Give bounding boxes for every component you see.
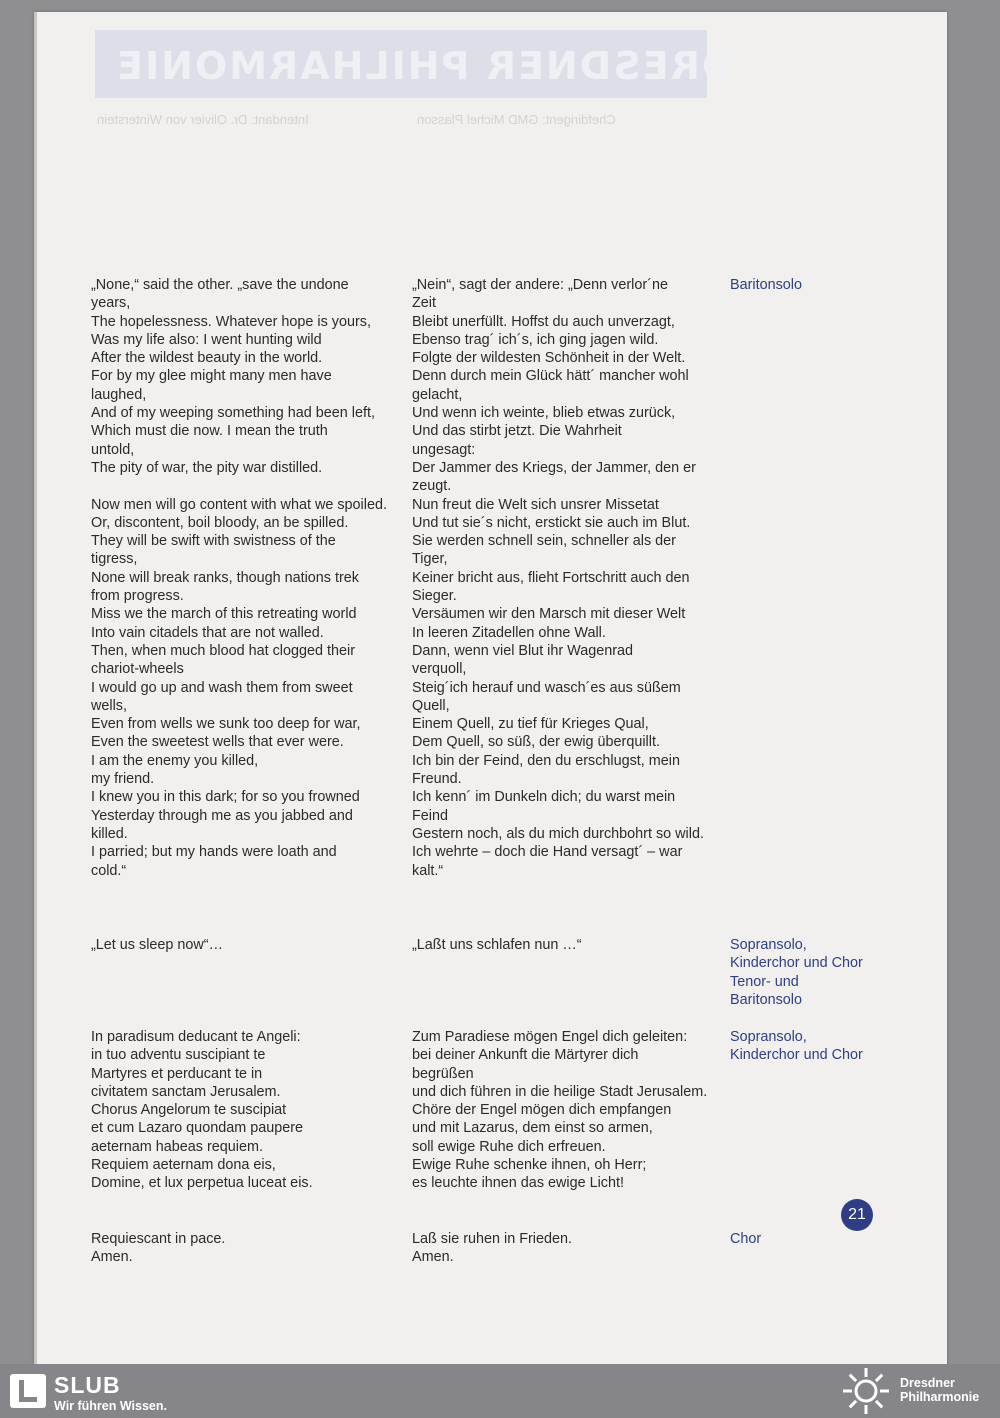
latin-text-line: Requiem aeternam dona eis, [91,1157,276,1174]
german-text-line: Dann, wenn viel Blut ihr Wagenrad [412,642,634,659]
german-text-line: Dem Quell, so süß, der ewig überquillt. [412,734,660,751]
english-text-line: I knew you in this dark; for so you frowned [91,789,360,806]
german-text-line: Und das stirbt jetzt. Die Wahrheit [412,423,622,440]
german-text-line: In leeren Zitadellen ohne Wall. [412,624,606,641]
slub-brand-name[interactable]: SLUB [54,1372,121,1398]
english-text-line: The hopelessness. Whatever hope is yours, [91,313,371,330]
english-text-line: After the wildest beauty in the world. [91,350,323,367]
voice-label-section-2: Sopransolo, Kinderchor und Chor Tenor- und Baritonsolo [730,937,863,1008]
bleed-through-text: DRESDNER PHILHARMONIE [115,44,734,88]
german-text-line: Steig´ich herauf und wasch´es aus süßem [412,679,681,696]
english-text-line: Which must die now. I mean the truth [91,423,328,440]
english-text-line: Or, discontent, boil bloody, an be spilled. [91,514,349,531]
german-text-line: soll ewige Ruhe dich erfreuen. [412,1138,606,1155]
english-text-line: I would go up and wash them from sweet [91,679,353,696]
german-text-line: Freund. [412,771,462,788]
english-text-line: wells, [91,697,127,714]
document-page [34,12,947,1364]
dresdner-philharmonie-brand[interactable]: Dresdner Philharmonie [900,1376,980,1404]
german-text-line: es leuchte ihnen das ewige Licht! [412,1175,625,1192]
english-text-line: years, [91,295,131,312]
english-text-line: They will be swift with swistness of the [91,533,336,550]
german-text-line: Nun freut die Welt sich unsrer Missetat [412,496,659,513]
english-text-line: Into vain citadels that are not walled. [91,624,324,641]
english-text-line: None will break ranks, though nations trek [91,569,359,586]
english-text-line: killed. [91,825,128,842]
latin-text-line: Domine, et lux perpetua luceat eis. [91,1175,313,1192]
english-text-line: Then, when much blood hat clogged their [91,642,355,659]
german-text-line: kalt.“ [412,862,444,879]
german-text-line: Chöre der Engel mögen dich empfangen [412,1102,672,1119]
german-text-line: „Nein“, sagt der andere: „Denn verlor´ne [412,277,668,293]
english-text-line: Miss we the march of this retreating world [91,606,357,623]
english-text-line: For by my glee might many men have [91,368,332,385]
english-text-line: chariot-wheels [91,661,184,678]
german-text-line: Feind [412,807,448,824]
german-text-line: Einem Quell, zu tief für Krieges Qual, [412,716,649,733]
german-text-line: Zum Paradiese mögen Engel dich geleiten: [412,1029,688,1045]
german-text-section-2: „Laßt uns schlafen nun …“ [412,937,582,953]
german-text-line: Gestern noch, als du mich durchbohrt so wild. [412,825,704,842]
german-text-line: Ich bin der Feind, den du erschlugst, mein [412,752,680,769]
english-text-column [91,276,391,880]
latin-text-line: in tuo adventu suscipiant te [91,1047,266,1064]
latin-text-section-3 [91,1028,391,1193]
german-text-line: Und tut sie´s nicht, erstickt sie auch im Blut. [412,514,691,531]
english-text-line: Even the sweetest wells that ever were. [91,734,344,751]
latin-text-line: aeternam habeas requiem. [91,1138,263,1155]
german-text-line: Denn durch mein Glück hätt´ mancher wohl [412,368,689,385]
english-text-line: cold.“ [91,862,127,879]
latin-text-line: civitatem sanctam Jerusalem. [91,1083,281,1100]
german-text-line: Sieger. [412,588,457,605]
slub-logo-icon[interactable] [10,1374,46,1408]
german-text-line: Sie werden schnell sein, schneller als der [412,533,676,550]
german-text-line: Zeit [412,295,436,312]
latin-text-line: Chorus Angelorum te suscipiat [91,1102,287,1119]
german-text-line: Ich wehrte – doch die Hand versagt´ – war [412,844,683,861]
english-text-line: Even from wells we sunk too deep for war, [91,716,361,733]
bleed-through-text: Intendant: Dr. Olivier von Winterstein [97,112,309,127]
english-text-line: And of my weeping something had been left, [91,405,375,422]
german-text-line: verquoll, [412,661,467,678]
german-text-line: Tiger, [412,551,448,568]
german-text-line: Quell, [412,697,450,714]
german-text-line: Ebenso trag´ ich´s, ich ging jagen wild. [412,331,659,348]
latin-text-section-4: Requiescant in pace. Amen. [91,1231,226,1266]
latin-text-line: In paradisum deducant te Angeli: [91,1029,301,1045]
voice-label-section-3: Sopransolo, Kinderchor und Chor [730,1029,863,1064]
latin-text-line: Martyres et perducant te in [91,1065,263,1082]
german-text-line: Versäumen wir den Marsch mit dieser Welt [412,606,686,623]
german-text-line: ungesagt: [412,441,476,458]
german-text-section-3 [412,1028,712,1193]
german-text-line: Ich kenn´ im Dunkeln dich; du warst mein [412,789,676,806]
english-text-line: Now men will go content with what we spoiled. [91,496,387,513]
english-text-line: my friend. [91,771,155,788]
english-text-line: Yesterday through me as you jabbed and [91,807,353,824]
german-text-line: und dich führen in die heilige Stadt Jerusalem. [412,1083,708,1100]
german-text-line: bei deiner Ankunft die Märtyrer dich [412,1047,639,1064]
english-text-line: Was my life also: I went hunting wild [91,331,322,348]
german-text-line: Folgte der wildesten Schönheit in der Welt. [412,350,686,367]
latin-text-line: et cum Lazaro quondam paupere [91,1120,304,1137]
english-text-line: I parried; but my hands were loath and [91,844,337,861]
german-text-column [412,276,712,880]
german-text-line: begrüßen [412,1065,474,1082]
bleed-through-header-bar [95,30,734,98]
bleed-through-text: Chefdirigent: GMD Michel Plasson [417,112,616,127]
footer-bar [0,1364,1000,1418]
english-text-line: „None,“ said the other. „save the undone [91,277,349,293]
voice-label-section-4: Chor [730,1231,762,1247]
slub-tagline: Wir führen Wissen. [54,1399,167,1413]
dresdner-philharmonie-logo-icon[interactable] [840,1366,892,1416]
english-text-line: I am the enemy you killed, [91,752,259,769]
english-text-section-2: „Let us sleep now“… [91,937,223,953]
german-text-line: und mit Lazarus, dem einst so armen, [412,1120,653,1137]
german-text-section-4: Laß sie ruhen in Frieden. Amen. [412,1231,572,1266]
german-text-line: zeugt. [412,478,452,495]
english-text-line: from progress. [91,588,184,605]
page-number-badge: 21 [841,1199,873,1231]
english-text-line: untold, [91,441,135,458]
german-text-line: Bleibt unerfüllt. Hoffst du auch unverzagt, [412,313,675,330]
english-text-line: laughed, [91,386,147,403]
german-text-line: gelacht, [412,386,463,403]
voice-label: Baritonsolo [730,277,802,293]
german-text-line: Ewige Ruhe schenke ihnen, oh Herr; [412,1157,647,1174]
german-text-line: Und wenn ich weinte, blieb etwas zurück, [412,405,676,422]
english-text-line [91,477,391,495]
english-text-line: tigress, [91,551,138,568]
german-text-line: Keiner bricht aus, flieht Fortschritt auch den [412,569,690,586]
english-text-line: The pity of war, the pity war distilled. [91,459,323,476]
german-text-line: Der Jammer des Kriegs, der Jammer, den er [412,459,696,476]
